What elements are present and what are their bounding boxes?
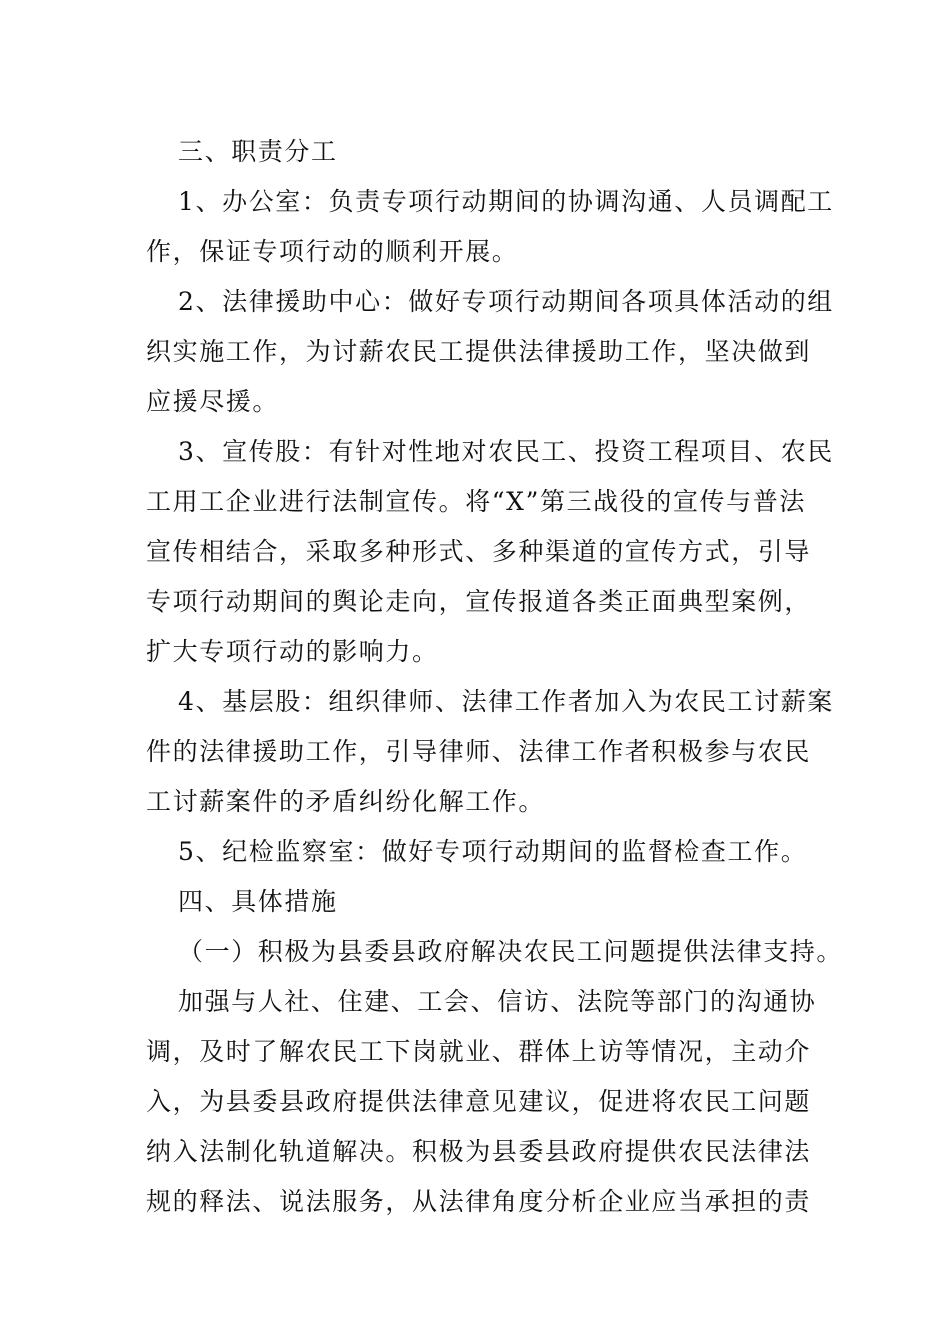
- paragraph-line: 织实施工作，为讨薪农民工提供法律援助工作，坚决做到: [146, 337, 812, 366]
- paragraph-line: 加强与人社、住建、工会、信访、法院等部门的沟通协: [178, 987, 817, 1016]
- paragraph-line: 扩大专项行动的影响力。: [146, 637, 439, 666]
- paragraph-line: 工讨薪案件的矛盾纠纷化解工作。: [146, 787, 546, 816]
- paragraph-line: 5、纪检监察室：做好专项行动期间的监督检查工作。: [178, 837, 808, 866]
- paragraph-line: 入，为县委县政府提供法律意见建议，促进将农民工问题: [146, 1087, 812, 1116]
- paragraph-line: 应援尽援。: [146, 387, 280, 416]
- subsection-heading: （一）积极为县委县政府解决农民工问题提供法律支持。: [178, 937, 844, 966]
- paragraph-line: 2、法律援助中心：做好专项行动期间各项具体活动的组: [178, 287, 834, 316]
- paragraph-line: 工用工企业进行法制宣传。将“X”第三战役的宣传与普法: [146, 487, 806, 516]
- paragraph-line: 件的法律援助工作，引导律师、法律工作者积极参与农民: [146, 737, 812, 766]
- paragraph-line: 作，保证专项行动的顺利开展。: [146, 237, 519, 266]
- paragraph-line: 专项行动期间的舆论走向，宣传报道各类正面典型案例，: [146, 587, 812, 616]
- paragraph-line: 规的释法、说法服务，从法律角度分析企业应当承担的责: [146, 1187, 812, 1216]
- section-heading-4: 四、具体措施: [178, 887, 338, 916]
- paragraph-line: 3、宣传股：有针对性地对农民工、投资工程项目、农民: [178, 437, 834, 466]
- paragraph-line: 4、基层股：组织律师、法律工作者加入为农民工讨薪案: [178, 687, 834, 716]
- paragraph-line: 宣传相结合，采取多种形式、多种渠道的宣传方式，引导: [146, 537, 812, 566]
- paragraph-line: 调，及时了解农民工下岗就业、群体上访等情况，主动介: [146, 1037, 812, 1066]
- section-heading-3: 三、职责分工: [178, 137, 338, 166]
- paragraph-line: 纳入法制化轨道解决。积极为县委县政府提供农民法律法: [146, 1137, 812, 1166]
- paragraph-line: 1、办公室：负责专项行动期间的协调沟通、人员调配工: [178, 187, 834, 216]
